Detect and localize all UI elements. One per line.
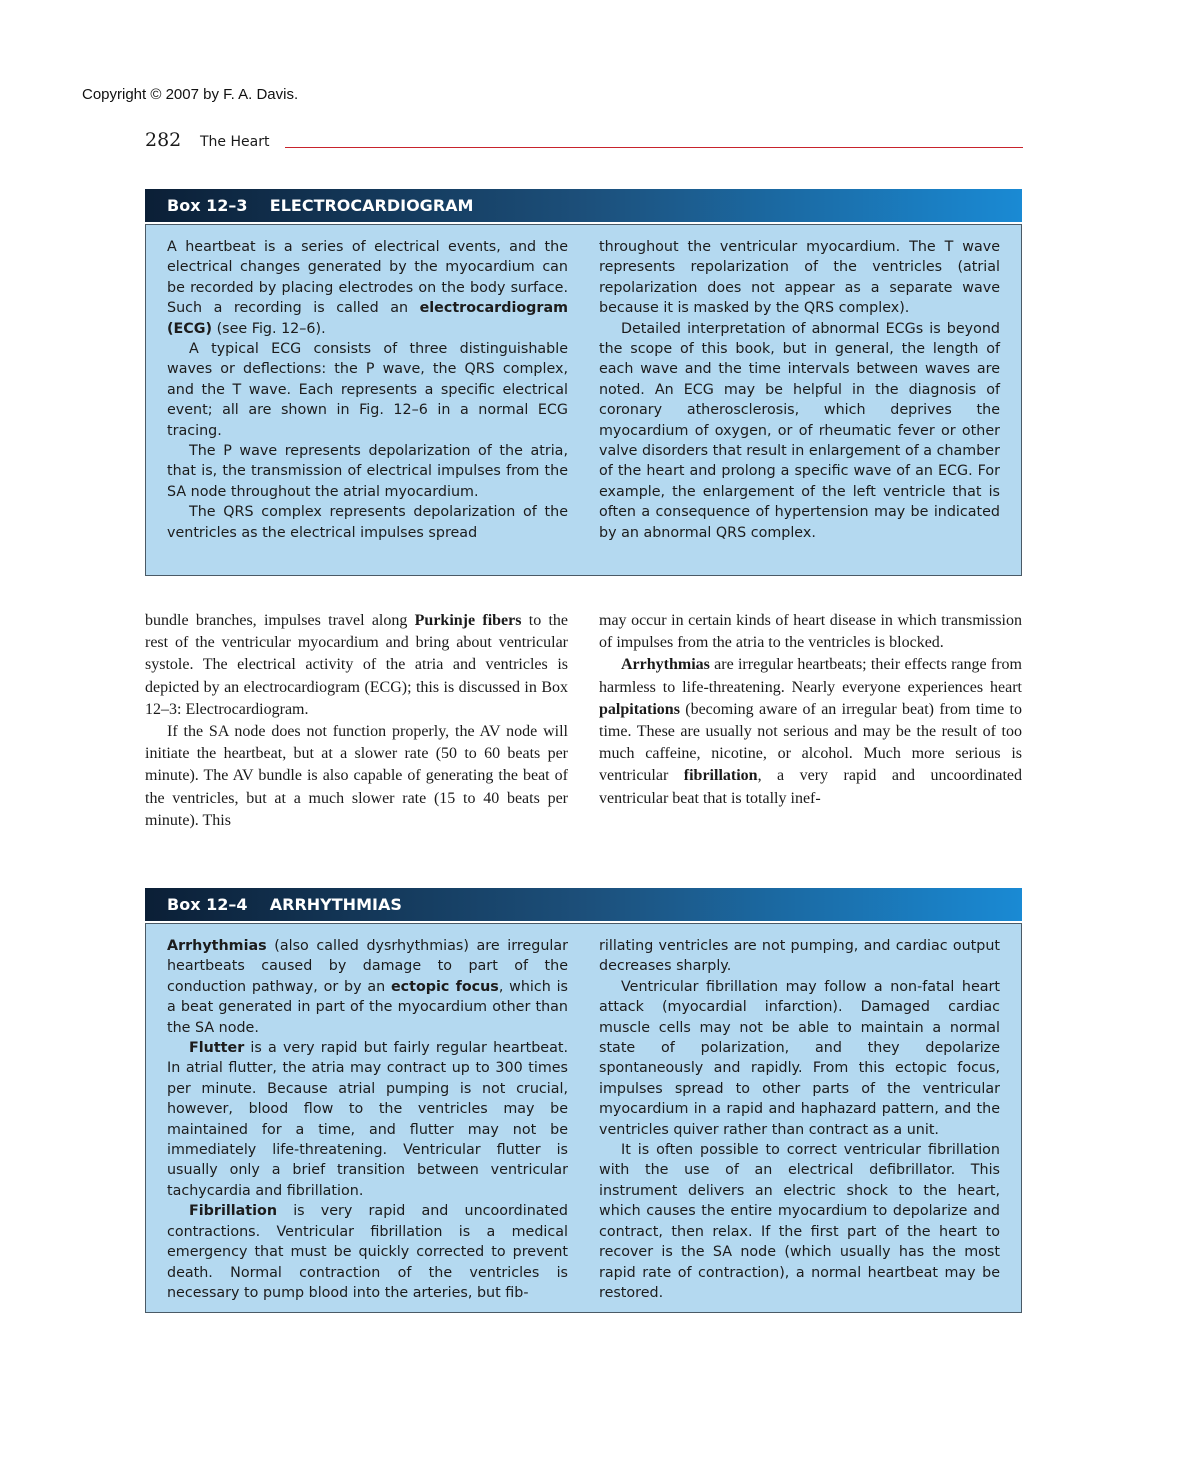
text: is a very rapid but fairly regular heartbeat. In atrial flutter, the atria may contract up to 300 times per minute. Because atrial pumping is not crucial, however, blood flow to the ventricles may be maintained for a time, and flutter may not be immediately life-threatening. Ventricular flutter is usually only a brief transition between ventricular tachycardia and fibrillation. xyxy=(167,1040,568,1199)
paragraph xyxy=(167,237,568,339)
text: is very rapid and uncoordinated contractions. Ventricular fibrillation is a medical emergency that must be quickly corrected to prevent death. Normal contraction of the ventricles is necessary to pump blood into the arteries, but fib- xyxy=(167,1203,568,1301)
paragraph: The P wave represents depolarization of the atria, that is, the transmission of electrical impulses from the SA node throughout the atrial myocardium. xyxy=(167,443,568,500)
paragraph xyxy=(145,610,568,721)
keyword: Arrhythmias xyxy=(621,656,710,674)
text: , a very rapid and uncoordinated ventricular beat that is totally inef- xyxy=(599,767,1023,807)
paragraph: may occur in certain kinds of heart disease in which transmission of impulses from the atria to the ventricles is blocked. xyxy=(599,612,1022,652)
box-title: ELECTROCARDIOGRAM xyxy=(269,196,474,215)
paragraph: Detailed interpretation of abnormal ECGs is beyond the scope of this book, but in general, the length of each wave and the time intervals between waves are noted. An ECG may be helpful in the diagnosis of coronary atherosclerosis, which deprives the myocardium of oxygen, or of rheumatic fever or other valve disorders that result in enlargement of a chamber of the heart and prolong a specific wave of an ECG. For example, the enlargement of the left ventricle that is often a consequence of hypertension may be indicated by an abnormal QRS complex. xyxy=(599,320,1000,541)
text: bundle branches, impulses travel along xyxy=(145,612,415,629)
keyword: palpitations xyxy=(599,700,680,718)
box-column-left xyxy=(167,237,568,567)
text: A heartbeat is a series of electrical events, and the electrical changes generated by the myocardium can be recorded by placing electrodes on the body surface. Such a recording is called an xyxy=(167,239,568,317)
paragraph xyxy=(599,654,1022,809)
keyword: electrocardiogram (ECG) xyxy=(167,300,568,337)
paragraph: throughout the ventricular myocardium. The T wave represents repolarization of the ventricles (atrial repolarization does not appear as a separate wave because it is masked by the QRS complex). xyxy=(599,239,1000,317)
box-electrocardiogram xyxy=(145,189,1022,576)
box-label: Box 12–4 xyxy=(167,895,248,914)
box-header xyxy=(145,189,1022,222)
text: (becoming aware of an irregular beat) from time to time. These are usually not serious and may be the result of too much caffeine, nicotine, or alcohol. Much more serious is ventricular xyxy=(599,700,1022,785)
copyright-notice: Copyright © 2007 by F. A. Davis. xyxy=(82,86,299,103)
keyword: fibrillation xyxy=(683,767,758,785)
box-column-left xyxy=(167,936,568,1304)
body-column-left xyxy=(145,610,568,832)
box-body xyxy=(145,923,1022,1313)
text: , which is a beat generated in part of the myocardium other than the SA node. xyxy=(167,978,568,1036)
box-header xyxy=(145,888,1022,921)
box-title: ARRHYTHMIAS xyxy=(269,895,402,914)
paragraph: The QRS complex represents depolarization of the ventricles as the electrical impulses spread xyxy=(167,504,568,541)
box-body xyxy=(145,224,1022,576)
text: are irregular heartbeats; their effects range from harmless to life-threatening. Nearly everyone experiences heart xyxy=(599,656,1022,696)
box-arrhythmias xyxy=(145,888,1022,1313)
box-label: Box 12–3 xyxy=(167,196,248,215)
box-column-right xyxy=(599,936,1000,1304)
body-text xyxy=(145,610,1022,832)
keyword: Fibrillation xyxy=(189,1203,278,1220)
paragraph: rillating ventricles are not pumping, and cardiac output decreases sharply. xyxy=(599,938,1000,975)
text: to the rest of the ventricular myocardium and bring about ventricular systole. The electrical activity of the atria and ventricles is depicted by an electrocardiogram (ECG); this is discussed in Box 12–3: Electrocardiogram. xyxy=(145,612,569,718)
paragraph xyxy=(167,936,568,1038)
body-column-right xyxy=(599,610,1022,832)
paragraph xyxy=(167,1038,568,1201)
box-column-right xyxy=(599,237,1000,567)
paragraph: A typical ECG consists of three distinguishable waves or deflections: the P wave, the QRS complex, and the T wave. Each represents a specific electrical event; all are shown in Fig. 12–6 in a normal ECG tracing. xyxy=(167,341,568,439)
paragraph xyxy=(167,1201,568,1303)
running-head xyxy=(145,129,1023,153)
paragraph: It is often possible to correct ventricular fibrillation with the use of an electrical defibrillator. This instrument delivers an electric shock to the heart, which causes the entire myocardium to depolarize and contract, then relax. If the first part of the heart to recover is the SA node (which usually has the most rapid rate of contraction), a normal heartbeat may be restored. xyxy=(599,1142,1000,1301)
page-number: 282 xyxy=(145,129,182,151)
keyword: ectopic focus xyxy=(390,978,499,995)
paragraph: Ventricular fibrillation may follow a non-fatal heart attack (myocardial infarction). Damaged cardiac muscle cells may not be able to maintain a normal state of polarization, and they depolarize spontaneously and rapidly. From this ectopic focus, impulses spread to other parts of the ventricular myocardium in a rapid and haphazard pattern, and the ventricles quiver rather than contract as a unit. xyxy=(599,978,1000,1138)
keyword: Purkinje fibers xyxy=(414,612,522,629)
keyword: Arrhythmias xyxy=(167,938,267,954)
text: (also called dysrhythmias) are irregular heartbeats caused by damage to part of the conduction pathway, or by an xyxy=(167,938,568,995)
paragraph: If the SA node does not function properly, the AV node will initiate the heartbeat, but at a slower rate (50 to 60 beats per minute). The AV bundle is also capable of generating the beat of the ventricles, but at a much slower rate (15 to 40 beats per minute). This xyxy=(145,723,568,829)
text: (see Fig. 12–6). xyxy=(212,320,326,337)
header-rule xyxy=(285,147,1023,148)
keyword: Flutter xyxy=(189,1040,245,1057)
section-title: The Heart xyxy=(200,134,270,150)
